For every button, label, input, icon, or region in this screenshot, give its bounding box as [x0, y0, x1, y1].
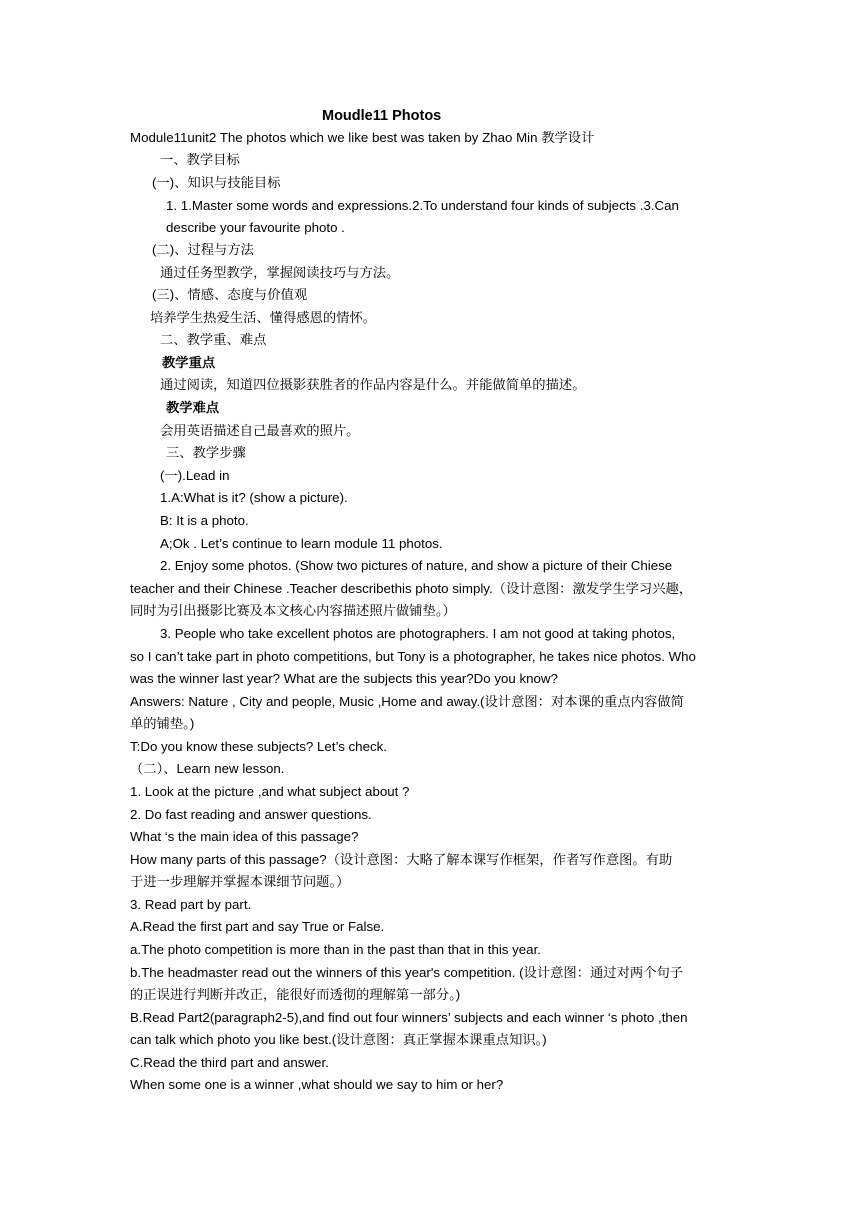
document-title: Moudle11 Photos — [322, 108, 442, 124]
section-heading: 二、教学重、难点 — [160, 332, 267, 347]
section-heading: 三、教学步骤 — [166, 445, 246, 460]
text-line: 通过阅读，知道四位摄影获胜者的作品内容是什么。并能做简单的描述。 — [160, 377, 586, 392]
text-line: a.The photo competition is more than in the past than that in this year. — [130, 942, 541, 957]
text-line: was the winner last year? What are the subjects this year?Do you know? — [130, 671, 558, 686]
text-line: Answers: Nature , City and people, Music ,Home and away.(设计意图：对本课的重点内容做简 — [130, 694, 684, 709]
text-line: 1.A:What is it? (show a picture). — [160, 490, 348, 505]
bold-heading: 教学重点 — [162, 355, 216, 370]
text-line: A.Read the first part and say True or False. — [130, 919, 385, 934]
text-line: 于进一步理解并掌握本课细节问题。） — [130, 874, 350, 889]
text-line: teacher and their Chinese .Teacher describethis photo simply.（设计意图：激发学生学习兴趣， — [130, 581, 693, 596]
text-line: 1. Look at the picture ,and what subject about ? — [130, 784, 410, 799]
section-heading: 一、教学目标 — [160, 152, 240, 167]
subtitle-line: Module11unit2 The photos which we like best was taken by Zhao Min 教学设计 — [130, 130, 595, 145]
text-line: A;Ok . Let’s continue to learn module 11 photos. — [160, 536, 443, 551]
text-line: C.Read the third part and answer. — [130, 1055, 329, 1070]
text-line: When some one is a winner ,what should we say to him or her? — [130, 1077, 504, 1092]
text-line: can talk which photo you like best.(设计意图：真正掌握本课重点知识。) — [130, 1032, 547, 1047]
text-line: 单的铺垫。) — [130, 716, 195, 731]
text-line: 2. Do fast reading and answer questions. — [130, 807, 372, 822]
subsection-heading: （二）、Learn new lesson. — [130, 761, 285, 776]
subsection-heading: (三)、情感、态度与价值观 — [152, 287, 308, 302]
text-line: so I can’t take part in photo competitions, but Tony is a photographer, he takes nice photos. Who — [130, 649, 696, 664]
text-line: b.The headmaster read out the winners of this year's competition. (设计意图：通过对两个句子 — [130, 965, 684, 980]
subsection-heading: (一)、知识与技能目标 — [152, 175, 281, 190]
text-line: What ‘s the main idea of this passage? — [130, 829, 359, 844]
text-line: B.Read Part2(paragraph2-5),and find out four winners’ subjects and each winner ‘s photo ,then — [130, 1010, 688, 1025]
text-line: 培养学生热爱生活、懂得感恩的情怀。 — [150, 310, 377, 325]
text-line: 同时为引出摄影比赛及本文核心内容描述照片做铺垫。） — [130, 603, 456, 618]
text-line: 会用英语描述自己最喜欢的照片。 — [160, 423, 360, 438]
text-line: 3. People who take excellent photos are photographers. I am not good at taking photos, — [160, 626, 676, 641]
text-line: How many parts of this passage?（设计意图：大略了解本课写作框架，作者写作意图。有助 — [130, 852, 673, 867]
text-line: 的正误进行判断并改正，能很好而透彻的理解第一部分。) — [130, 987, 461, 1002]
text-line: 3. Read part by part. — [130, 897, 252, 912]
text-line: 2. Enjoy some photos. (Show two pictures of nature, and show a picture of their Chiese — [160, 558, 673, 573]
text-line: (一).Lead in — [160, 468, 230, 483]
text-line: 通过任务型教学，掌握阅读技巧与方法。 — [160, 265, 400, 280]
text-line: describe your favourite photo . — [166, 220, 345, 235]
text-line: T:Do you know these subjects? Let’s check. — [130, 739, 387, 754]
text-line: 1. 1.Master some words and expressions.2.To understand four kinds of subjects .3.Can — [166, 198, 679, 213]
subsection-heading: (二)、过程与方法 — [152, 242, 254, 257]
text-line: B: It is a photo. — [160, 513, 249, 528]
bold-heading: 教学难点 — [166, 400, 220, 415]
